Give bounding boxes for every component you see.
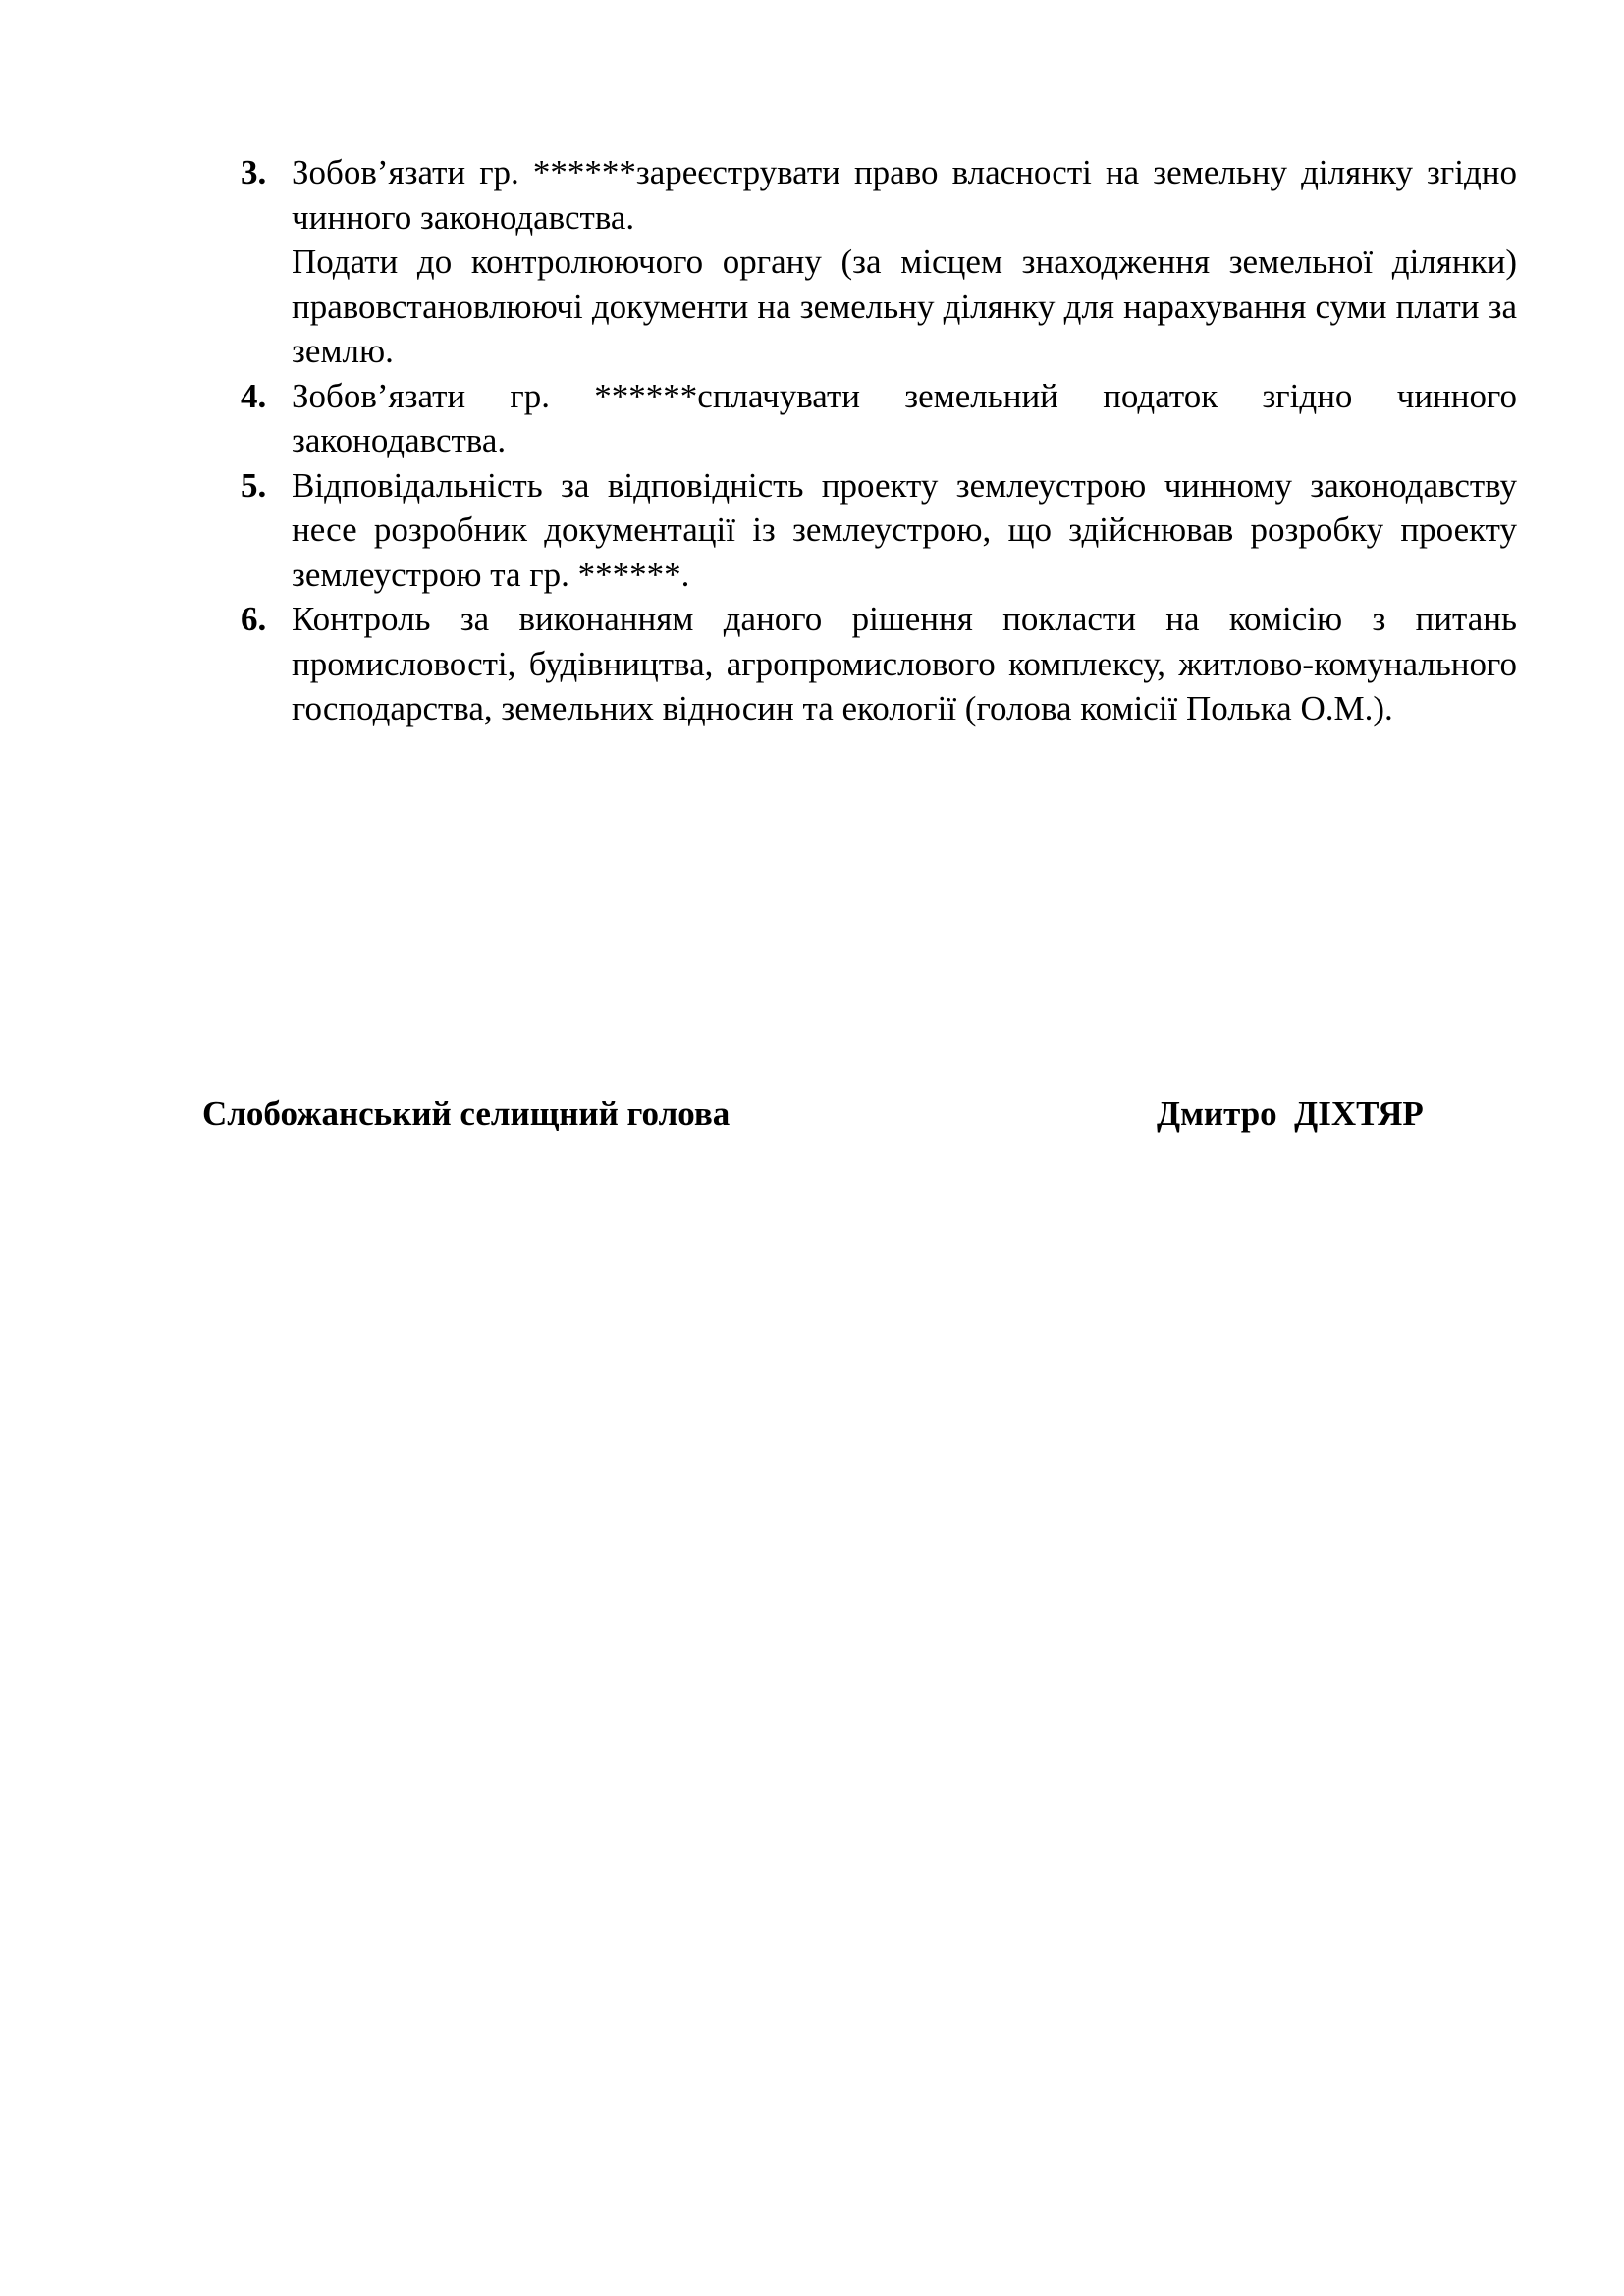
item-paragraph: Контроль за виконанням даного рішення покласти на комісію з питань промисловості, будівництва, агропромислового комплексу, житлово-комунального господарства, земельних відносин та екології (голова комісії Полька О.М.). bbox=[292, 600, 1517, 727]
item-number: 6. bbox=[241, 600, 267, 638]
decision-item-6 bbox=[241, 597, 1517, 731]
item-number: 4. bbox=[241, 376, 267, 415]
decision-items-list bbox=[241, 150, 1517, 731]
signatory-title: Слобожанський селищний голова bbox=[202, 1095, 731, 1133]
item-paragraph: Подати до контролюючого органу (за місцем знаходження земельної ділянки) правовстановлюючі документи на земельну ділянку для нарахування суми плати за землю. bbox=[292, 242, 1517, 370]
signature-block bbox=[202, 1090, 1459, 1139]
signatory-name: Дмитро ДІХТЯР bbox=[1157, 1095, 1424, 1133]
item-number: 5. bbox=[241, 465, 267, 505]
decision-item-4 bbox=[241, 374, 1517, 463]
item-paragraph: Відповідальність за відповідність проекту землеустрою чинному законодавству несе розробник документації із землеустрою, що здійснював розробку проекту землеустрою та гр. ******. bbox=[292, 465, 1517, 594]
item-paragraph: Зобов’язати гр. ******зареєструвати право власності на земельну ділянку згідно чинного законодавства. bbox=[292, 153, 1517, 237]
item-paragraph: Зобов’язати гр. ******сплачувати земельний податок згідно чинного законодавства. bbox=[292, 376, 1517, 459]
decision-item-5 bbox=[241, 463, 1517, 598]
decision-item-3 bbox=[241, 150, 1517, 374]
item-number: 3. bbox=[241, 153, 267, 191]
